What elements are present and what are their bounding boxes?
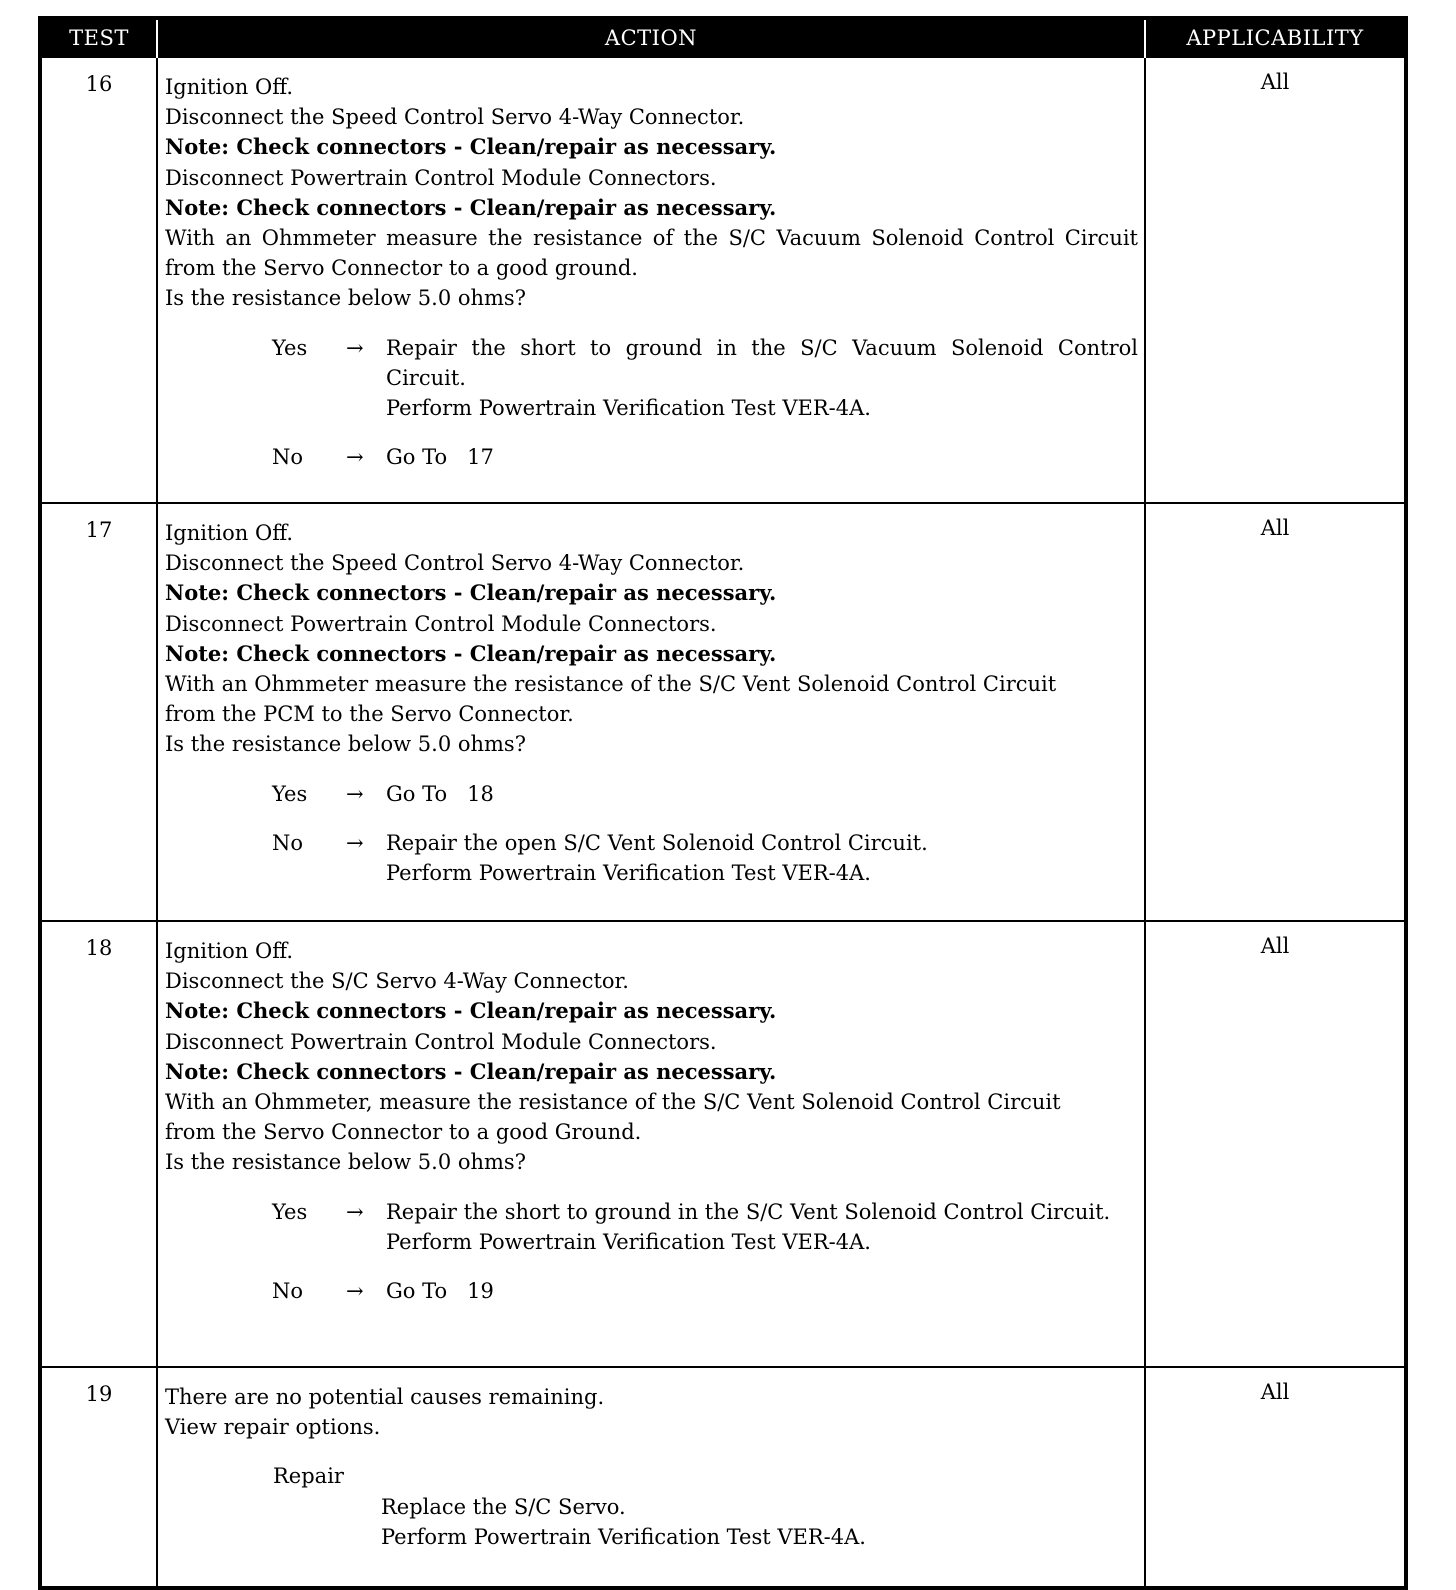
action-note: Note: Check connectors - Clean/repair as necessary.	[165, 580, 777, 606]
header-action: ACTION	[157, 18, 1145, 57]
applicability-value: All	[1145, 921, 1406, 1367]
branch-text: Perform Powertrain Verification Test VER-4A.	[386, 861, 871, 886]
header-test: TEST	[40, 18, 157, 57]
action-line: Ignition Off.	[165, 75, 294, 99]
right-arrow-icon: →	[346, 1199, 364, 1224]
right-arrow-icon: →	[346, 781, 364, 806]
no-branch	[165, 1276, 1138, 1306]
action-line: With an Ohmmeter measure the resistance of the S/C Vent Solenoid Control Circuit	[165, 672, 1057, 697]
test-number: 17	[40, 503, 157, 921]
action-line: There are no potential causes remaining.	[165, 1385, 605, 1409]
goto-link[interactable]: Go To 18	[386, 781, 494, 806]
yes-branch	[165, 1197, 1138, 1257]
right-arrow-icon: →	[346, 335, 364, 360]
action-cell	[157, 57, 1145, 503]
action-line: Disconnect the S/C Servo 4-Way Connector.	[165, 969, 629, 994]
repair-step: Replace the S/C Servo.	[381, 1494, 626, 1519]
branch-text: Repair the open S/C Vent Solenoid Control Circuit.	[386, 830, 928, 855]
header-applicability: APPLICABILITY	[1145, 18, 1406, 57]
goto-link[interactable]: Go To 17	[386, 445, 494, 470]
action-line: Disconnect Powertrain Control Module Connectors.	[165, 165, 717, 190]
table-row	[40, 57, 1406, 503]
action-line: With an Ohmmeter, measure the resistance of the S/C Vent Solenoid Control Circuit	[165, 1090, 1061, 1115]
table-row	[40, 921, 1406, 1367]
applicability-value: All	[1145, 57, 1406, 503]
table-row	[40, 1367, 1406, 1588]
action-line: Disconnect the Speed Control Servo 4-Way Connector.	[165, 551, 745, 576]
action-question: Is the resistance below 5.0 ohms?	[165, 732, 526, 757]
action-note: Note: Check connectors - Clean/repair as necessary.	[165, 134, 777, 160]
action-cell	[157, 1367, 1145, 1588]
branch-text: Perform Powertrain Verification Test VER-4A.	[386, 1229, 871, 1254]
action-line: Ignition Off.	[165, 521, 294, 545]
repair-options	[165, 1461, 1138, 1552]
action-line: With an Ohmmeter measure the resistance of the S/C Vacuum Solenoid Control Circuit from the Servo Connector to a good ground.	[165, 226, 1138, 281]
yes-branch	[165, 779, 1138, 809]
test-number: 19	[40, 1367, 157, 1588]
right-arrow-icon: →	[346, 1279, 364, 1304]
no-label: No	[272, 830, 304, 855]
test-number: 16	[40, 57, 157, 503]
applicability-value: All	[1145, 503, 1406, 921]
branch-text: Perform Powertrain Verification Test VER-4A.	[386, 396, 871, 421]
yes-branch	[165, 333, 1138, 424]
action-line: from the Servo Connector to a good Ground.	[165, 1120, 642, 1145]
action-cell	[157, 921, 1145, 1367]
yes-label: Yes	[272, 335, 308, 360]
no-label: No	[272, 445, 304, 470]
repair-label: Repair	[273, 1464, 344, 1489]
action-line: from the PCM to the Servo Connector.	[165, 702, 574, 727]
action-note: Note: Check connectors - Clean/repair as necessary.	[165, 998, 777, 1024]
right-arrow-icon: →	[346, 830, 364, 855]
right-arrow-icon: →	[346, 445, 364, 470]
action-line: Disconnect Powertrain Control Module Connectors.	[165, 611, 717, 636]
applicability-value: All	[1145, 1367, 1406, 1588]
action-question: Is the resistance below 5.0 ohms?	[165, 1150, 526, 1175]
action-line: Disconnect Powertrain Control Module Connectors.	[165, 1029, 717, 1054]
diagnostic-procedure-table	[38, 16, 1408, 1590]
action-line: Ignition Off.	[165, 939, 294, 963]
yes-label: Yes	[272, 1199, 308, 1224]
no-branch	[165, 442, 1138, 472]
action-cell	[157, 503, 1145, 921]
goto-link[interactable]: Go To 19	[386, 1279, 494, 1304]
test-number: 18	[40, 921, 157, 1367]
branch-text: Repair the short to ground in the S/C Vacuum Solenoid Control Circuit.	[386, 335, 1138, 390]
action-note: Note: Check connectors - Clean/repair as necessary.	[165, 640, 777, 666]
action-question: Is the resistance below 5.0 ohms?	[165, 286, 526, 311]
no-branch	[165, 828, 1138, 888]
action-line: Disconnect the Speed Control Servo 4-Way Connector.	[165, 105, 745, 130]
action-note: Note: Check connectors - Clean/repair as necessary.	[165, 1058, 777, 1084]
repair-step: Perform Powertrain Verification Test VER-4A.	[381, 1524, 866, 1549]
table-row	[40, 503, 1406, 921]
yes-label: Yes	[272, 781, 308, 806]
no-label: No	[272, 1279, 304, 1304]
table-header-row	[40, 18, 1406, 57]
action-note: Note: Check connectors - Clean/repair as necessary.	[165, 194, 777, 220]
action-line: View repair options.	[165, 1415, 381, 1440]
branch-text: Repair the short to ground in the S/C Vent Solenoid Control Circuit.	[386, 1199, 1111, 1224]
